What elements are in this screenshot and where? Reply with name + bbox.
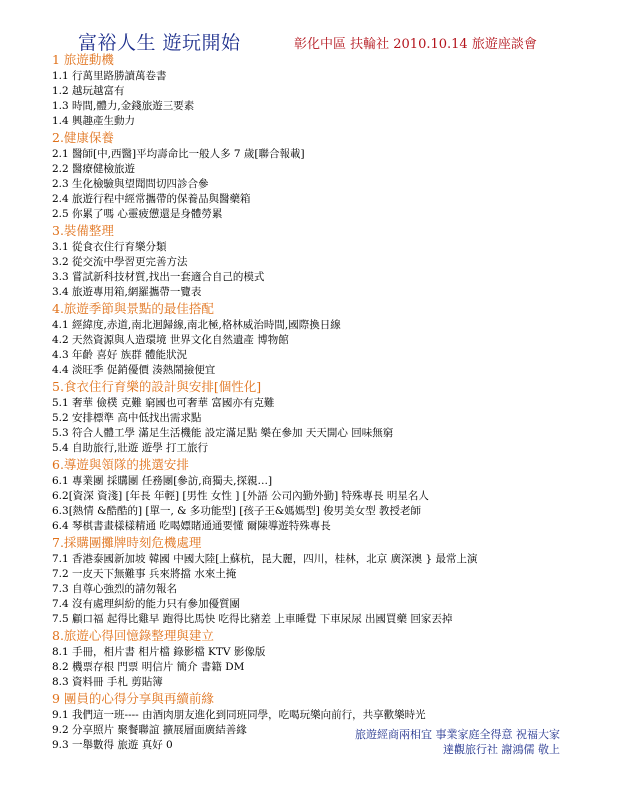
signature-line: 達觀旅行社 謝鴻儒 敬上 xyxy=(443,743,560,756)
outline-item: 6.3[熱情 &酷酷的] [單一, & 多功能型] [孩子王&媽媽型] 俊男美女型 教授老師 xyxy=(52,505,422,517)
outline-item: 4.3 年齡 喜好 族群 體能狀況 xyxy=(52,349,188,361)
outline-item: 9.2 分享照片 聚餐聯誼 擴展層面廣結善緣 xyxy=(52,724,247,736)
outline-item: 9.1 我們這一班---- 由酒肉朋友進化到同班同學，吃喝玩樂向前行，共享歡樂時光 xyxy=(52,709,426,721)
outline-item: 7.5 顧口福 起得比雞早 跑得比馬快 吃得比豬差 上車睡覺 下車尿尿 出國買藥 回家丟掉 xyxy=(52,613,453,625)
outline-item: 8.3 資料冊 手札 剪貼簿 xyxy=(52,676,163,688)
outline-item: 3.3 嘗試新科技材質,找出一套適合自己的模式 xyxy=(52,271,265,283)
outline-item: 7.2 一皮天下無難事 兵來將擋 水來土掩 xyxy=(52,568,237,580)
outline-content xyxy=(52,51,606,753)
outline-item: 5.1 奢華 儉樸 克難 窮國也可奢華 富國亦有克難 xyxy=(52,397,275,409)
event-info: 彰化中區 扶輪社 2010.10.14 旅遊座談會 xyxy=(294,37,537,52)
closing-line: 旅遊經商兩相宜 事業家庭全得意 祝福大家 xyxy=(355,728,560,741)
section-heading: 9 團員的心得分享與再續前緣 xyxy=(52,691,214,706)
outline-item: 8.1 手冊，相片書 相片檔 錄影檔 KTV 影像版 xyxy=(52,646,266,658)
outline-item: 5.2 安排標準 高中低找出需求點 xyxy=(52,412,202,424)
document-header xyxy=(78,28,598,52)
outline-item: 6.1 專業團 採購團 任務團[參訪,商獨夫,探親…] xyxy=(52,475,273,487)
outline-item: 1.2 越玩越富有 xyxy=(52,85,125,97)
section-heading: 3.裝備整理 xyxy=(52,223,114,238)
outline-item: 1.3 時間,體力,金錢旅遊三要素 xyxy=(52,100,195,112)
closing-signature xyxy=(355,727,560,757)
outline-item: 7.4 沒有處理糾紛的能力只有參加優質團 xyxy=(52,598,241,610)
outline-item: 3.1 從食衣住行育樂分類 xyxy=(52,241,167,253)
outline-item: 7.3 自尊心強烈的請勿報名 xyxy=(52,583,178,595)
section-heading: 5.食衣住行育樂的設計與安排[個性化] xyxy=(52,379,262,394)
outline-item: 4.1 經緯度,赤道,南北迴歸線,南北極,格林威治時間,國際換日線 xyxy=(52,319,341,331)
outline-item: 2.3 生化檢驗與望聞問切四診合參 xyxy=(52,178,209,190)
outline-item: 5.3 符合人體工學 滿足生活機能 設定滿足點 樂在參加 天天開心 回味無窮 xyxy=(52,427,394,439)
outline-item: 2.2 醫療健檢旅遊 xyxy=(52,163,136,175)
section-heading: 8.旅遊心得回憶錄整理與建立 xyxy=(52,628,214,643)
outline-item: 8.2 機票存根 門票 明信片 簡介 書籍 DM xyxy=(52,661,245,673)
outline-item: 4.2 天然資源與人造環境 世界文化自然遺產 博物館 xyxy=(52,334,289,346)
section-heading: 4.旅遊季節與景點的最佳搭配 xyxy=(52,301,214,316)
document-title: 富裕人生 遊玩開始 xyxy=(78,32,241,54)
outline-item: 7.1 香港泰國新加坡 韓國 中國大陸[上蘇杭，昆大麗，四川，桂林，北京 廣深澳 } 最常上演 xyxy=(52,553,478,565)
outline-item: 2.5 你累了嗎 心靈疲憊還是身體勞累 xyxy=(52,208,223,220)
section-heading: 6.導遊與領隊的挑選安排 xyxy=(52,457,189,472)
outline-item: 6.4 琴棋書畫樣樣精通 吃喝嫖賭通通要懂 爾陳導遊特殊專長 xyxy=(52,520,331,532)
outline-item: 6.2[資深 資淺] [年長 年輕] [男性 女性 ] [外語 公司內勤外勤] 特殊專長 明星名人 xyxy=(52,490,429,502)
section-heading: 1 旅遊動機 xyxy=(52,52,114,67)
section-heading: 7.採購團攤牌時刻危機處理 xyxy=(52,535,202,550)
outline-item: 5.4 自助旅行,壯遊 遊學 打工旅行 xyxy=(52,442,209,454)
outline-item: 9.3 一舉數得 旅遊 真好 0 xyxy=(52,739,173,751)
outline-item: 3.4 旅遊專用箱,網羅攜帶一覽表 xyxy=(52,286,202,298)
outline-item: 2.4 旅遊行程中經常攜帶的保養品與醫藥箱 xyxy=(52,193,251,205)
outline-item: 3.2 從交流中學習更完善方法 xyxy=(52,256,188,268)
outline-item: 1.4 興趣產生動力 xyxy=(52,115,136,127)
outline-item: 2.1 醫師[中,西醫]平均壽命比一般人多 7 歲[聯合報載] xyxy=(52,148,305,160)
outline-item: 4.4 淡旺季 促銷優價 湊熱鬧撿便宜 xyxy=(52,364,216,376)
outline-item: 1.1 行萬里路勝讀萬卷書 xyxy=(52,70,167,82)
section-heading: 2.健康保養 xyxy=(52,130,114,145)
